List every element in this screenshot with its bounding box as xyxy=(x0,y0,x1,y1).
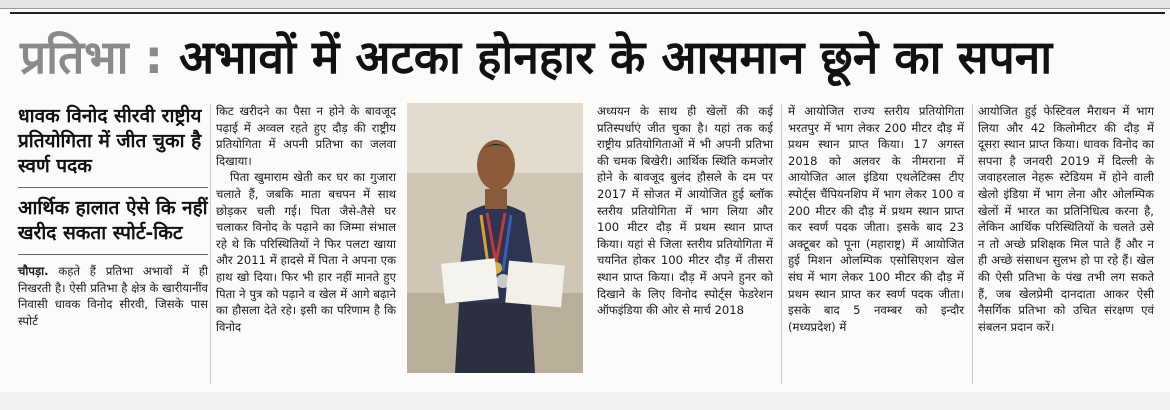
headline xyxy=(20,20,1150,94)
column-rule xyxy=(781,104,782,384)
lead-paragraph xyxy=(18,263,208,329)
article-column-4 xyxy=(788,103,964,335)
dateline: चौपड़ा. xyxy=(18,264,49,278)
article-column-5 xyxy=(978,103,1154,335)
paragraph: पिता खुमाराम खेती कर घर का गुजारा चलाते हैं, जबकि माता बचपन में साथ छोड़कर चली गई। पिता जैसे-तैसे घर चलाकर विनोद के पढ़ाने का जिम्मा संभाल रहे थे कि परिस्थितियों ने फिर पलटा खाया और 2011 में हादसे में पिता ने अपना एक हाथ खो दिया। फिर भी हार नहीं मानते हुए पिता ने पुत्र को पढ़ाने व खेल में आगे बढ़ाने का हौसला देते रहे। इसी का परिणाम है कि विनोद xyxy=(216,170,396,334)
paragraph: अध्ययन के साथ ही खेलों की कई प्रतिस्पर्धाएं जीत चुका है। यहां तक कई राष्ट्रीय प्रतियोगिताओं में भी अपनी प्रतिभा की चमक बिखेरी। आर्थिक स्थिति कमजोर होने के बावजूद बुलंद हौसले के दम पर 2017 में सोजत में आयोजित हुई ब्लॉक स्तरीय प्रतियोगिता में भाग लिया और 100 मीटर दौड़ में प्रथम स्थान प्राप्त किया। यहां से जिला स्तरीय प्रतियोगिता में चयनित होकर 100 मीटर दौड़ में तीसरा स्थान प्राप्त किया। दौड़ में अपने हुनर को दिखाने के लिए विनोद स्पोर्ट्स फेडरेशन ऑफइंडिया की ओर से मार्च 2018 xyxy=(597,104,773,318)
paragraph: में आयोजित राज्य स्तरीय प्रतियोगिता भरतपुर में भाग लेकर 200 मीटर दौड़ में प्रथम स्थान प्राप्त किया। 17 अगस्त 2018 को अलवर के नीमराना में आयोजित आल इंडिया एथलेटिक्स टीए स्पोर्ट्स चैंपियनशिप में भाग लेकर 100 व 200 मीटर की दौड़ में प्रथम स्थान प्राप्त कर स्वर्ण पदक जीता। इसके बाद 23 अक्टूबर को पूना (महाराष्ट्र) में आयोजित हुई मिशन ओलम्पिक एसोसिएशन खेल संघ में भाग लेकर 100 मीटर की दौड़ में प्रथम स्थान प्राप्त कर स्वर्ण पदक जीता। इसके बाद 5 नवम्बर को इन्दौर (मध्यप्रदेश) में xyxy=(788,104,964,334)
paragraph: आयोजित हुई फेस्टिवल मैराथन में भाग लिया और 42 किलोमीटर की दौड़ में दूसरा स्थान प्राप्त किया। धावक विनोद का सपना है जनवरी 2019 में दिल्ली के जवाहरलाल नेहरू स्टेडियम में होने वाली खेलो इंडिया में भाग लेना और ओलम्पिक खेलों में भारत का प्रतिनिधित्व करना है, लेकिन आर्थिक परिस्थितियों के चलते उसे न तो अच्छे प्रशिक्षक मिल पाते हैं और न ही अच्छे संसाधन सुलभ हो पा रहे हैं। खेल की ऐसी प्रतिभा के पंख तभी लग सकते हैं, जब खेलप्रेमी दानदाता आकर ऐसी नैसर्गिक प्रतिभा को उचित संरक्षण एवं संबलन प्रदान करें। xyxy=(978,104,1154,334)
page-top-stripe xyxy=(0,0,1170,9)
headline-kicker: प्रतिभा : xyxy=(20,30,163,84)
article-column-3 xyxy=(597,103,773,319)
column-rule xyxy=(210,104,211,384)
column-rule xyxy=(972,104,973,384)
athlete-photo-illustration xyxy=(407,103,583,373)
subheading-gold-medal: धावक विनोद सीरवी राष्ट्रीय प्रतियोगिता में जीत चुका है स्वर्ण पदक xyxy=(18,105,202,177)
paragraph: किट खरीदने का पैसा न होने के बावजूद पढ़ाई में अव्वल रहते हुए दौड़ की राष्ट्रीय प्रतियोगिता में अपनी प्रतिभा का जलवा दिखाया। xyxy=(216,104,396,168)
headline-main: अभावों में अटका होनहार के आसमान छूने का सपना xyxy=(179,30,1053,84)
subheading-sport-kit: आर्थिक हालात ऐसे कि नहीं खरीद सकता स्पोर्ट-किट xyxy=(18,197,208,244)
lead-text: कहते हैं प्रतिभा अभावों में ही निखरती है। ऐसी प्रतिभा है क्षेत्र के खारीयानींव निवासी धावक विनोद सीरवी, जिसके पास स्पोर्ट xyxy=(18,264,208,328)
athlete-photo xyxy=(407,103,583,373)
subheading-divider xyxy=(18,187,208,188)
article-column-2 xyxy=(216,103,396,335)
subheading-divider-2 xyxy=(18,254,208,255)
top-rule xyxy=(10,12,1165,14)
left-column xyxy=(18,100,208,329)
next-article-clipped-strip xyxy=(0,392,1170,410)
